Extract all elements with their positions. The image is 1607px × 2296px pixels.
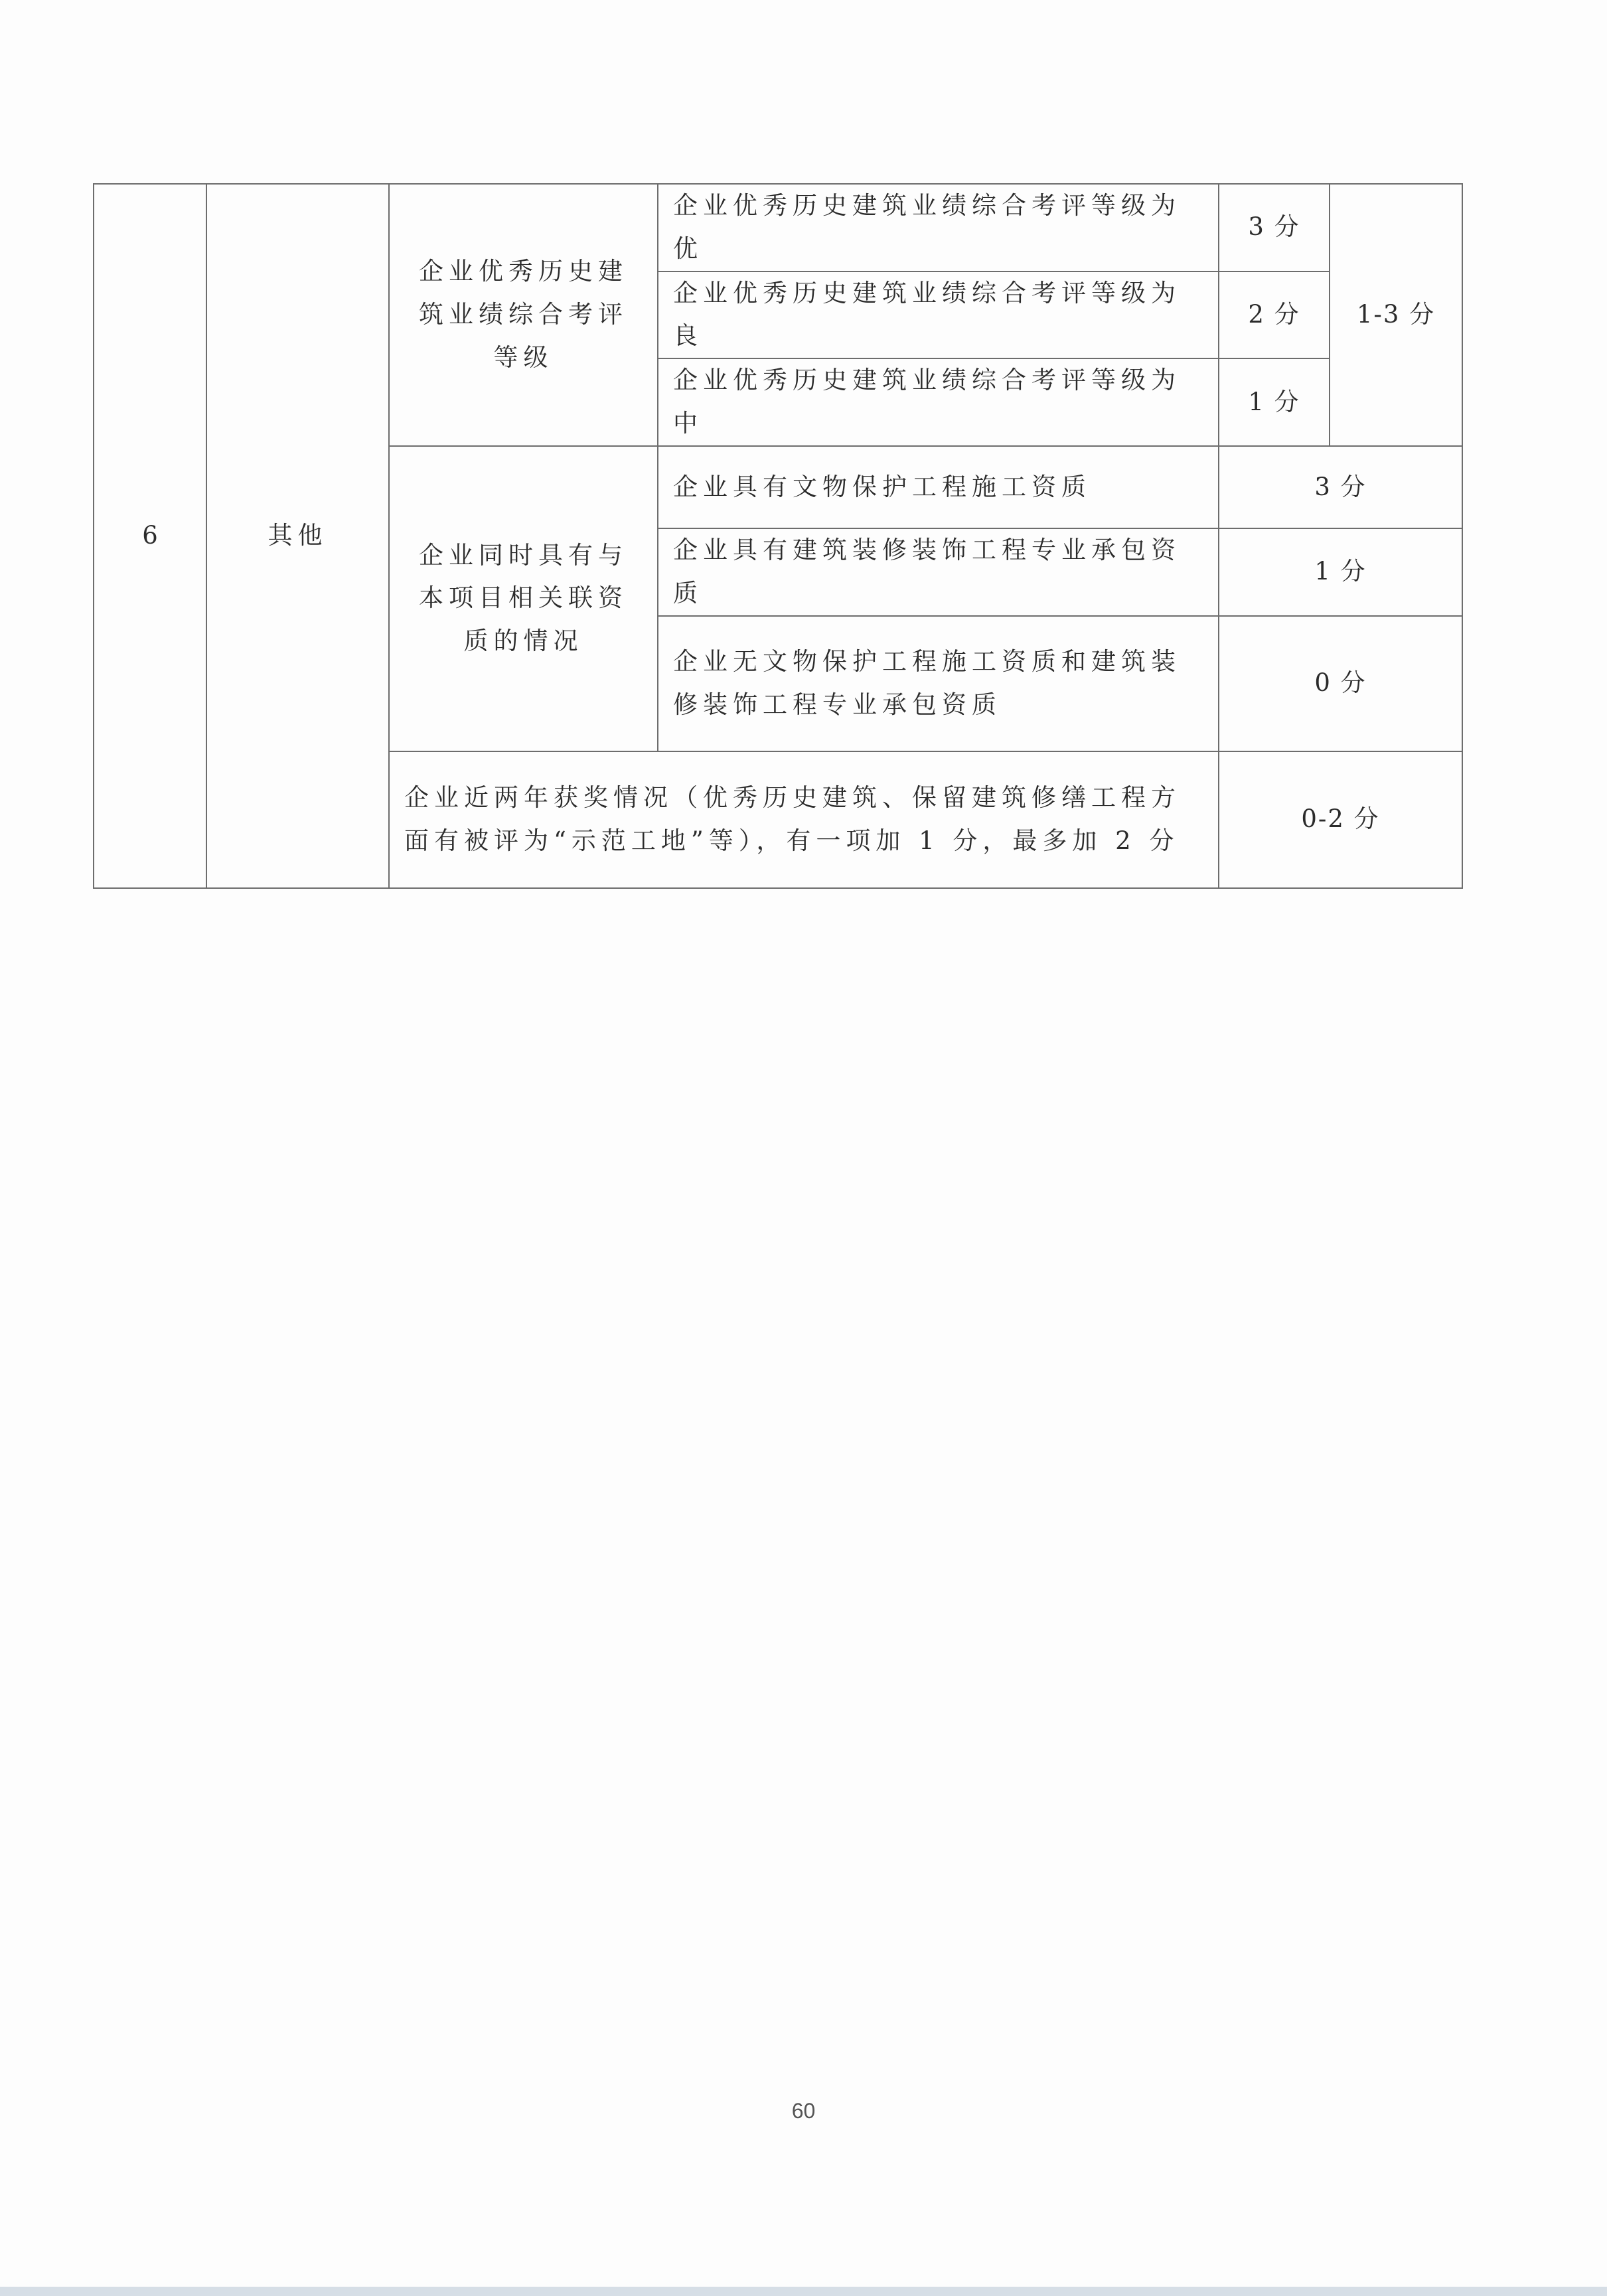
criterion-cell: 企业优秀历史建筑业绩综合考评等级为中 <box>658 358 1219 446</box>
page-number: 60 <box>791 2099 816 2123</box>
score-cell: 0 分 <box>1219 616 1462 751</box>
score-cell: 1 分 <box>1219 358 1330 446</box>
score-range-cell: 1-3 分 <box>1330 184 1462 446</box>
criterion-cell: 企业具有建筑装修装饰工程专业承包资质 <box>658 528 1219 616</box>
scoring-table <box>93 183 1463 889</box>
table-row <box>94 184 1462 271</box>
score-cell: 2 分 <box>1219 271 1330 359</box>
score-cell: 3 分 <box>1219 184 1330 271</box>
criterion-cell-awards: 企业近两年获奖情况（优秀历史建筑、保留建筑修缮工程方面有被评为“示范工地”等），有一项加 1 分，最多加 2 分 <box>389 751 1219 888</box>
scan-edge <box>0 2287 1607 2296</box>
score-cell: 3 分 <box>1219 446 1462 528</box>
criterion-cell: 企业无文物保护工程施工资质和建筑装修装饰工程专业承包资质 <box>658 616 1219 751</box>
row-number-cell: 6 <box>94 184 206 888</box>
score-cell: 1 分 <box>1219 528 1462 616</box>
score-cell: 0-2 分 <box>1219 751 1462 888</box>
subcategory-cell-qualification: 企业同时具有与本项目相关联资质的情况 <box>389 446 658 751</box>
criterion-cell: 企业优秀历史建筑业绩综合考评等级为优 <box>658 184 1219 271</box>
criterion-cell: 企业优秀历史建筑业绩综合考评等级为良 <box>658 271 1219 359</box>
category-cell: 其他 <box>206 184 389 888</box>
subcategory-cell-grade: 企业优秀历史建筑业绩综合考评等级 <box>389 184 658 446</box>
criterion-cell: 企业具有文物保护工程施工资质 <box>658 446 1219 528</box>
